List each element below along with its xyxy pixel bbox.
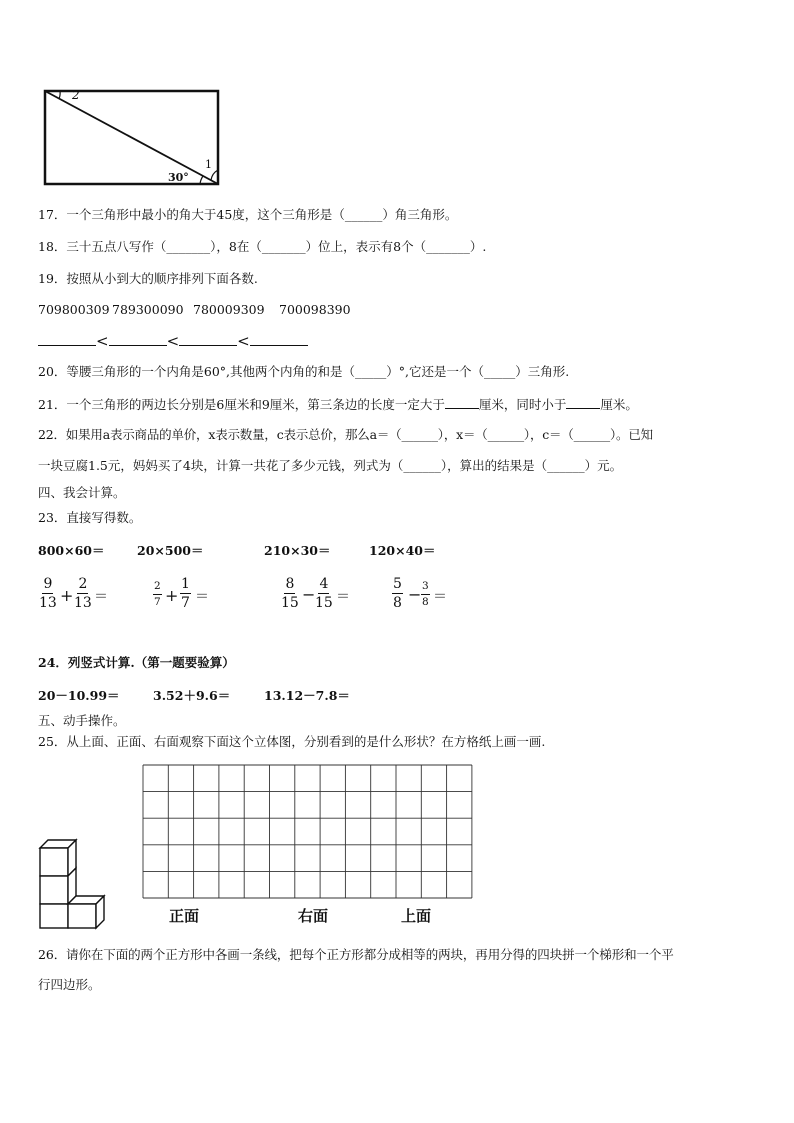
q22-text-g: ）元。: [584, 458, 623, 473]
q20-text-a: 20．等腰三角形的一个内角是60°,其他两个内角的和是（: [38, 364, 356, 379]
q22-blank-x[interactable]: ______: [487, 427, 524, 442]
question-23-title: 23．直接写得数。: [38, 510, 142, 525]
q18-text-d: ）.: [469, 239, 487, 254]
q20-text-b: ）°,它还是一个（: [386, 364, 485, 379]
q18-blank-3[interactable]: _______: [426, 239, 470, 254]
q20-blank-2[interactable]: _____: [484, 364, 516, 379]
q19-answer-row: [38, 332, 308, 350]
q22-text-d: ）。已知: [609, 427, 653, 442]
less-than-1: <: [96, 332, 109, 350]
q18-blank-2[interactable]: _______: [261, 239, 306, 254]
q22-blank-result[interactable]: ______: [547, 458, 585, 473]
fraction-2-7: $\frac{2}{7}$: [154, 580, 161, 608]
q18-text-c: ）位上，表示有8个（: [305, 239, 427, 254]
q21-text-c: 厘米。: [600, 397, 638, 412]
cube-stack-figure: [36, 836, 112, 932]
q19-number-2: 789300090: [112, 302, 184, 317]
rectangle-diagonal-figure: [40, 86, 225, 190]
question-25-title: 25．从上面、正面、右面观察下面这个立体图，分别看到的是什么形状？在方格纸上画一画.: [38, 734, 546, 749]
grid-paper[interactable]: [142, 764, 474, 902]
q19-blank-1[interactable]: [38, 333, 96, 346]
less-than-3: <: [237, 332, 250, 350]
q22-blank-a[interactable]: ______: [401, 427, 438, 442]
question-22-line-2: [38, 458, 622, 474]
fraction-1-7: $\frac{1}{7}$: [181, 576, 190, 611]
q19-blank-2[interactable]: [109, 333, 167, 346]
q22-blank-formula[interactable]: ______: [403, 458, 441, 473]
q20-blank-1[interactable]: _____: [355, 364, 387, 379]
fraction-5-8: $\frac{5}{8}$: [393, 576, 402, 611]
question-21: [38, 396, 638, 413]
fraction-8-15: $\frac{8}{15}$: [281, 576, 299, 611]
question-26-line-2: 行四边形。: [38, 977, 101, 992]
plus-sign: +: [60, 586, 74, 605]
q22-text-b: ），x＝（: [437, 427, 488, 442]
q19-number-1: 709800309: [38, 302, 110, 317]
equals-sign: ＝: [195, 589, 209, 605]
q23-item-2: 20×500＝: [137, 543, 204, 558]
question-24-title: 24．列竖式计算.（第一题要验算）: [38, 655, 235, 670]
q18-blank-1[interactable]: _______: [166, 239, 211, 254]
q17-text-b: ）角三角形。: [382, 207, 458, 222]
q23-item-4: 120×40＝: [369, 543, 436, 558]
q24-item-1: 20－10.99＝: [38, 688, 120, 703]
q18-text-b: ），8在（: [210, 239, 262, 254]
q24-item-2: 3.52＋9.6＝: [153, 688, 231, 703]
q23-item-1: 800×60＝: [38, 543, 105, 558]
q17-blank[interactable]: ______: [344, 207, 383, 222]
q19-number-3: 780009309: [193, 302, 265, 317]
minus-sign: −: [302, 585, 316, 604]
q23-item-3: 210×30＝: [264, 543, 331, 558]
label-right: 右面: [298, 907, 329, 925]
q19-number-4: 700098390: [279, 302, 351, 317]
angle-1-label: 1: [205, 158, 212, 171]
fraction-9-13: $\frac{9}{13}$: [39, 576, 57, 611]
q22-text-e: 一块豆腐1.5元，妈妈买了4块，计算一共花了多少元钱，列式为（: [38, 458, 404, 473]
equals-sign: ＝: [336, 589, 350, 605]
q22-blank-c[interactable]: ______: [573, 427, 610, 442]
question-26-line-1: 26．请你在下面的两个正方形中各画一条线，把每个正方形都分成相等的两块，再用分得的四块拼一个梯形和一个平: [38, 947, 674, 962]
minus-sign: −: [408, 585, 422, 604]
less-than-2: <: [166, 332, 180, 350]
q21-blank-1[interactable]: [445, 396, 479, 409]
fraction-3-8: $\frac{3}{8}$: [422, 580, 429, 608]
q21-text-b: 厘米，同时小于: [478, 397, 567, 412]
q20-text-c: ）三角形.: [515, 364, 570, 379]
q19-blank-3[interactable]: [179, 333, 237, 346]
section-5-heading: 五、动手操作。: [38, 713, 126, 728]
angle-2-label: 2: [72, 88, 80, 102]
q19-blank-4[interactable]: [250, 333, 308, 346]
question-22-line-1: [38, 427, 653, 443]
q18-text-a: 18．三十五点八写作（: [38, 239, 167, 254]
label-front: 正面: [169, 907, 200, 925]
angle-30-label: 30°: [168, 171, 189, 184]
label-top: 上面: [401, 907, 432, 925]
question-19: 19．按照从小到大的顺序排列下面各数.: [38, 271, 258, 286]
q22-text-c: ），c＝（: [523, 427, 574, 442]
q17-text-a: 17．一个三角形中最小的角大于45度，这个三角形是（: [38, 207, 345, 222]
fraction-4-15: $\frac{4}{15}$: [315, 576, 333, 611]
equals-sign: ＝: [433, 589, 447, 605]
q21-text-a: 21．一个三角形的两边长分别是6厘米和9厘米，第三条边的长度一定大于: [38, 397, 445, 412]
section-4-heading: 四、我会计算。: [38, 485, 126, 500]
plus-sign: +: [165, 586, 179, 605]
q22-text-f: ），算出的结果是（: [440, 458, 548, 473]
q22-text-a: 22．如果用a表示商品的单价，x表示数量，c表示总价，那么a＝（: [38, 427, 402, 442]
question-17: [38, 207, 457, 223]
q21-blank-2[interactable]: [566, 396, 600, 409]
question-18: [38, 239, 486, 255]
question-20: [38, 364, 569, 380]
q24-item-3: 13.12－7.8＝: [264, 688, 350, 703]
fraction-2-13: $\frac{2}{13}$: [74, 576, 92, 611]
equals-sign: ＝: [94, 589, 108, 605]
